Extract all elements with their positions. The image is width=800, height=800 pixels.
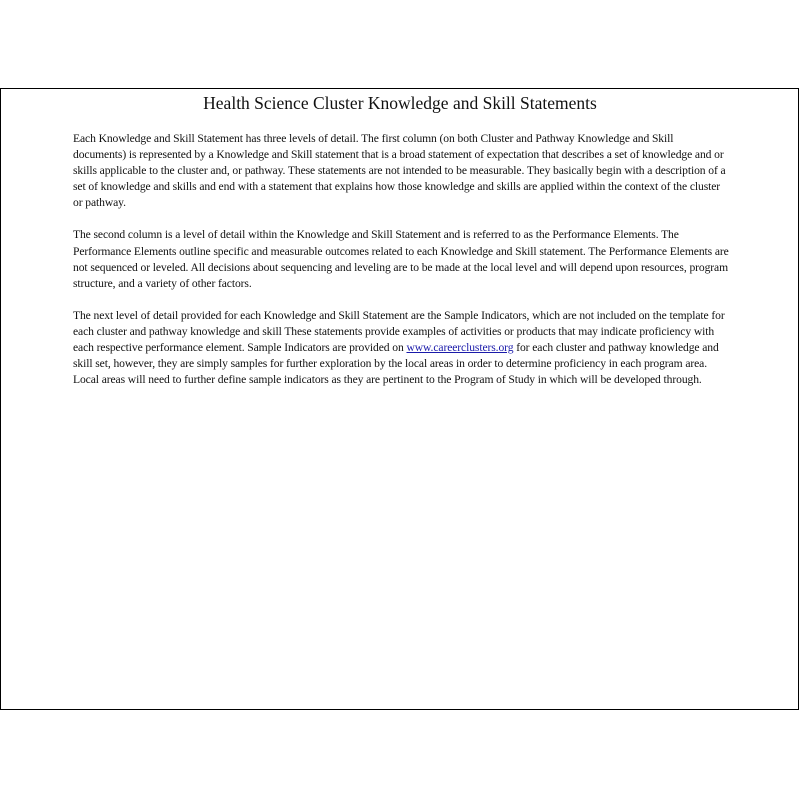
- document-body: [73, 131, 729, 404]
- careerclusters-link[interactable]: www.careerclusters.org: [406, 341, 514, 355]
- paragraph-sample-indicators: [73, 308, 729, 388]
- paragraph-text-after-link: for each cluster and pathway knowledge and skill set, however, they are simply samples for further exploration by the local areas in order to determine proficiency in each program area. Local areas will need to further define sample indicators as they are pertinent to the Program of Study in which will be developed through.: [73, 341, 719, 387]
- paragraph-levels-of-detail: Each Knowledge and Skill Statement has three levels of detail. The first column (on both Cluster and Pathway Knowledge and Skill documents) is represented by a Knowledge and Skill statement that is a broad statement of expectation that describes a set of knowledge and or skills applicable to the cluster and, or pathway. These statements are not intended to be measurable. They basically begin with a description of a set of knowledge and skills and end with a statement that explains how those knowledge and skills are applied within the context of the cluster or pathway.: [73, 132, 726, 210]
- paragraph-performance-elements: The second column is a level of detail within the Knowledge and Skill Statement and is referred to as the Performance Elements. The Performance Elements outline specific and measurable outcomes related to each Knowledge and Skill statement. The Performance Elements are not sequenced or leveled. All decisions about sequencing and leveling are to be made at the local level and will depend upon resources, program structure, and a variety of other factors.: [73, 228, 729, 290]
- document-title: Health Science Cluster Knowledge and Skill Statements: [203, 93, 597, 113]
- paragraph-text-before-link: The next level of detail provided for each Knowledge and Skill Statement are the Sample Indicators, which are not included on the template for each cluster and pathway knowledge and skill These statements provide examples of activities or products that may indicate proficiency with each respective performance element. Sample Indicators are provided on: [73, 308, 725, 355]
